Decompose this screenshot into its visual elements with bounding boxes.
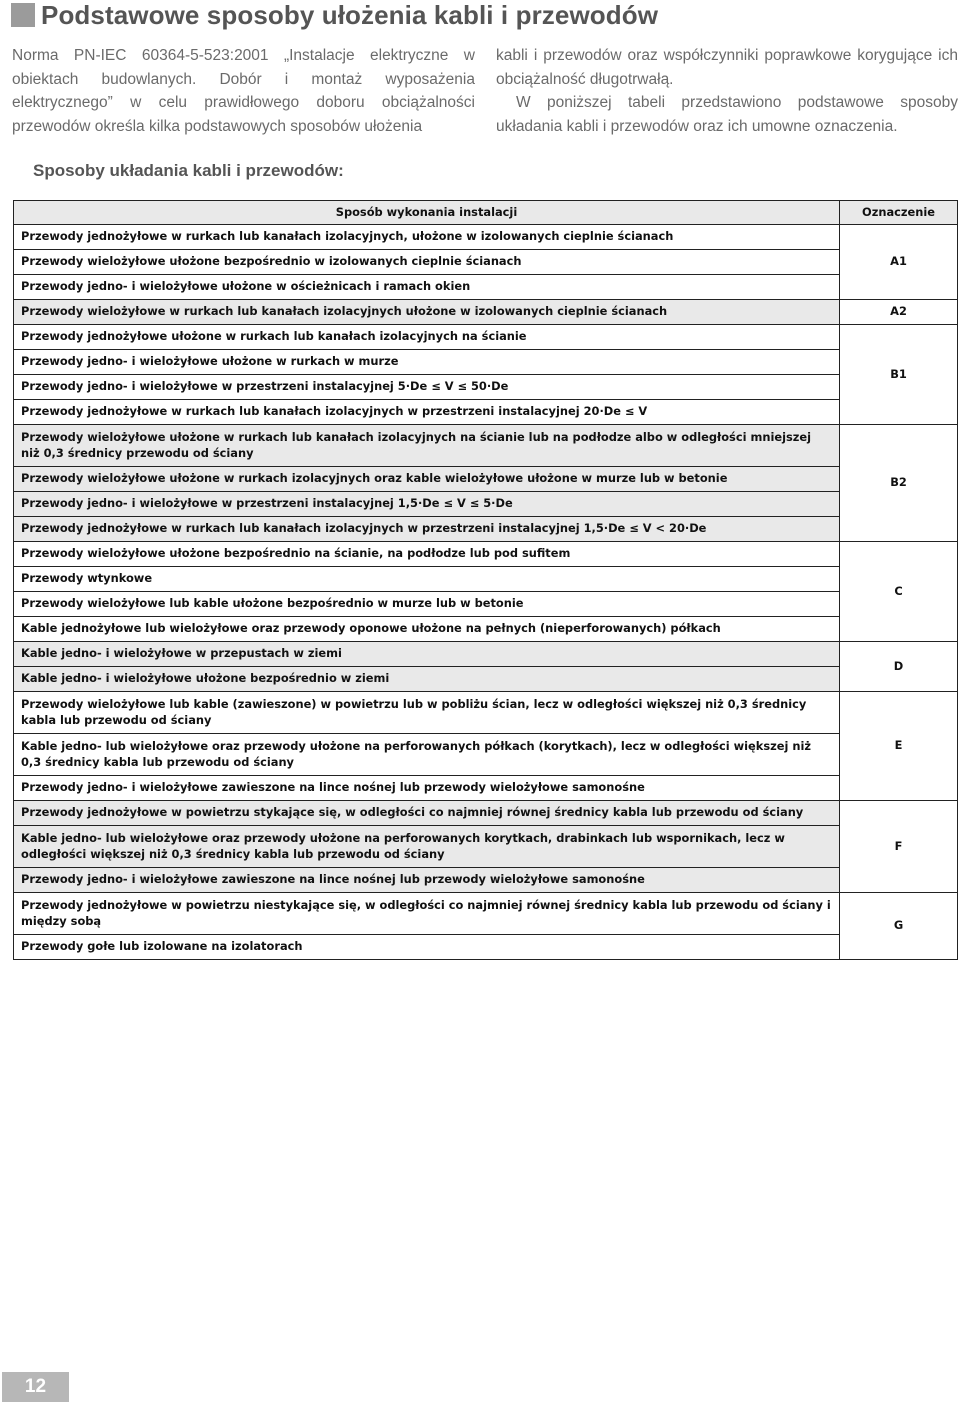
designation-cell: C bbox=[840, 541, 958, 641]
table-row bbox=[14, 825, 958, 867]
table-row bbox=[14, 274, 958, 299]
table-row bbox=[14, 934, 958, 959]
table-row bbox=[14, 775, 958, 800]
method-cell: Kable jedno- i wielożyłowe ułożone bezpośrednio w ziemi bbox=[14, 666, 840, 691]
table-row bbox=[14, 374, 958, 399]
method-cell: Przewody jedno- i wielożyłowe zawieszone na lince nośnej lub przewody wielożyłowe samonośne bbox=[14, 867, 840, 892]
table-row bbox=[14, 566, 958, 591]
method-cell: Przewody wielożyłowe w rurkach lub kanałach izolacyjnych ułożone w izolowanych cieplnie ścianach bbox=[14, 299, 840, 324]
designation-cell: B2 bbox=[840, 424, 958, 541]
table-row bbox=[14, 299, 958, 324]
method-cell: Przewody jedno- i wielożyłowe ułożone w ościeżnicach i ramach okien bbox=[14, 274, 840, 299]
method-cell: Przewody jednożyłowe w rurkach lub kanałach izolacyjnych w przestrzeni instalacyjnej 20·De ≤ V bbox=[14, 399, 840, 424]
column-header-method: Sposób wykonania instalacji bbox=[14, 201, 840, 225]
table-row bbox=[14, 516, 958, 541]
method-cell: Przewody wielożyłowe lub kable ułożone bezpośrednio w murze lub w betonie bbox=[14, 591, 840, 616]
table-row bbox=[14, 666, 958, 691]
method-cell: Przewody jednożyłowe w powietrzu stykające się, w odległości co najmniej równej średnicy kabla lub przewodu od ściany bbox=[14, 800, 840, 825]
designation-cell: A2 bbox=[840, 299, 958, 324]
table-row bbox=[14, 224, 958, 249]
table-header-row bbox=[14, 201, 958, 225]
designation-cell: B1 bbox=[840, 324, 958, 424]
intro-right-column bbox=[496, 44, 958, 138]
table-row bbox=[14, 641, 958, 666]
method-cell: Przewody jedno- i wielożyłowe zawieszone na lince nośnej lub przewody wielożyłowe samonośne bbox=[14, 775, 840, 800]
installation-methods-table bbox=[13, 200, 958, 960]
method-cell: Przewody wielożyłowe lub kable (zawieszone) w powietrzu lub w pobliżu ścian, lecz w odległości większej niż 0,3 średnicy kabla lub przewodu od ściany bbox=[14, 691, 840, 733]
table-row bbox=[14, 591, 958, 616]
method-cell: Przewody jednożyłowe w rurkach lub kanałach izolacyjnych, ułożone w izolowanych cieplnie ścianach bbox=[14, 224, 840, 249]
section-heading: Sposoby układania kabli i przewodów: bbox=[33, 161, 344, 180]
method-cell: Przewody jedno- i wielożyłowe w przestrzeni instalacyjnej 1,5·De ≤ V ≤ 5·De bbox=[14, 491, 840, 516]
designation-cell: E bbox=[840, 691, 958, 800]
column-header-designation: Oznaczenie bbox=[840, 201, 958, 225]
method-cell: Przewody wielożyłowe ułożone bezpośrednio w izolowanych cieplnie ścianach bbox=[14, 249, 840, 274]
table-row bbox=[14, 349, 958, 374]
intro-left-column bbox=[12, 44, 475, 138]
method-cell: Przewody jedno- i wielożyłowe ułożone w rurkach w murze bbox=[14, 349, 840, 374]
table-row bbox=[14, 324, 958, 349]
method-cell: Przewody jednożyłowe w powietrzu niestykające się, w odległości co najmniej równej średnicy kabla lub przewodu od ściany i między sobą bbox=[14, 892, 840, 934]
table-row bbox=[14, 800, 958, 825]
title-square-icon bbox=[11, 3, 35, 27]
table-row bbox=[14, 733, 958, 775]
page-number-badge: 12 bbox=[2, 1372, 69, 1402]
method-cell: Przewody wielożyłowe ułożone w rurkach lub kanałach izolacyjnych na ścianie lub na podłodze albo w odległości mniejszej niż 0,3 średnicy przewodu od ściany bbox=[14, 424, 840, 466]
method-cell: Przewody wielożyłowe ułożone w rurkach izolacyjnych oraz kable wielożyłowe ułożone w murze lub w betonie bbox=[14, 466, 840, 491]
table-row bbox=[14, 541, 958, 566]
table-row bbox=[14, 466, 958, 491]
page-title-bar bbox=[11, 0, 658, 30]
intro-paragraph-1: Norma PN-IEC 60364-5-523:2001 „Instalacje elektryczne w obiektach budowlanych. Dobór i montaż wyposażenia elektrycznego” w celu prawidłowego doboru obciążalności przewodów określa kilka podstawowych sposobów ułożenia bbox=[12, 47, 475, 135]
method-cell: Kable jedno- lub wielożyłowe oraz przewody ułożone na perforowanych korytkach, drabinkach lub wspornikach, lecz w odległości większej niż 0,3 średnicy kabla lub przewodu od ściany bbox=[14, 825, 840, 867]
table-row bbox=[14, 399, 958, 424]
method-cell: Kable jedno- lub wielożyłowe oraz przewody ułożone na perforowanych półkach (korytkach), lecz w odległości większej niż 0,3 średnicy kabla lub przewodu od ściany bbox=[14, 733, 840, 775]
table-row bbox=[14, 691, 958, 733]
table-row bbox=[14, 867, 958, 892]
intro-paragraph-2: W poniższej tabeli przedstawiono podstawowe sposoby układania kabli i przewodów oraz ich umowne oznaczenia. bbox=[496, 94, 958, 135]
table-row bbox=[14, 892, 958, 934]
method-cell: Przewody jedno- i wielożyłowe w przestrzeni instalacyjnej 5·De ≤ V ≤ 50·De bbox=[14, 374, 840, 399]
table-row bbox=[14, 491, 958, 516]
intro-paragraph-1-continued: kabli i przewodów oraz współczynniki poprawkowe korygujące ich obciążalność długotrwałą. bbox=[496, 47, 958, 88]
designation-cell: G bbox=[840, 892, 958, 959]
method-cell: Przewody wielożyłowe ułożone bezpośrednio na ścianie, na podłodze lub pod sufitem bbox=[14, 541, 840, 566]
page-title: Podstawowe sposoby ułożenia kabli i przewodów bbox=[41, 0, 659, 30]
method-cell: Kable jedno- i wielożyłowe w przepustach w ziemi bbox=[14, 641, 840, 666]
designation-cell: F bbox=[840, 800, 958, 892]
method-cell: Przewody wtynkowe bbox=[14, 566, 840, 591]
table-row bbox=[14, 424, 958, 466]
method-cell: Przewody gołe lub izolowane na izolatorach bbox=[14, 934, 840, 959]
method-cell: Kable jednożyłowe lub wielożyłowe oraz przewody oponowe ułożone na pełnych (nieperforowanych) półkach bbox=[14, 616, 840, 641]
method-cell: Przewody jednożyłowe ułożone w rurkach lub kanałach izolacyjnych na ścianie bbox=[14, 324, 840, 349]
method-cell: Przewody jednożyłowe w rurkach lub kanałach izolacyjnych w przestrzeni instalacyjnej 1,5·De ≤ V < 20·De bbox=[14, 516, 840, 541]
designation-cell: D bbox=[840, 641, 958, 691]
table-row bbox=[14, 249, 958, 274]
table-row bbox=[14, 616, 958, 641]
designation-cell: A1 bbox=[840, 224, 958, 299]
